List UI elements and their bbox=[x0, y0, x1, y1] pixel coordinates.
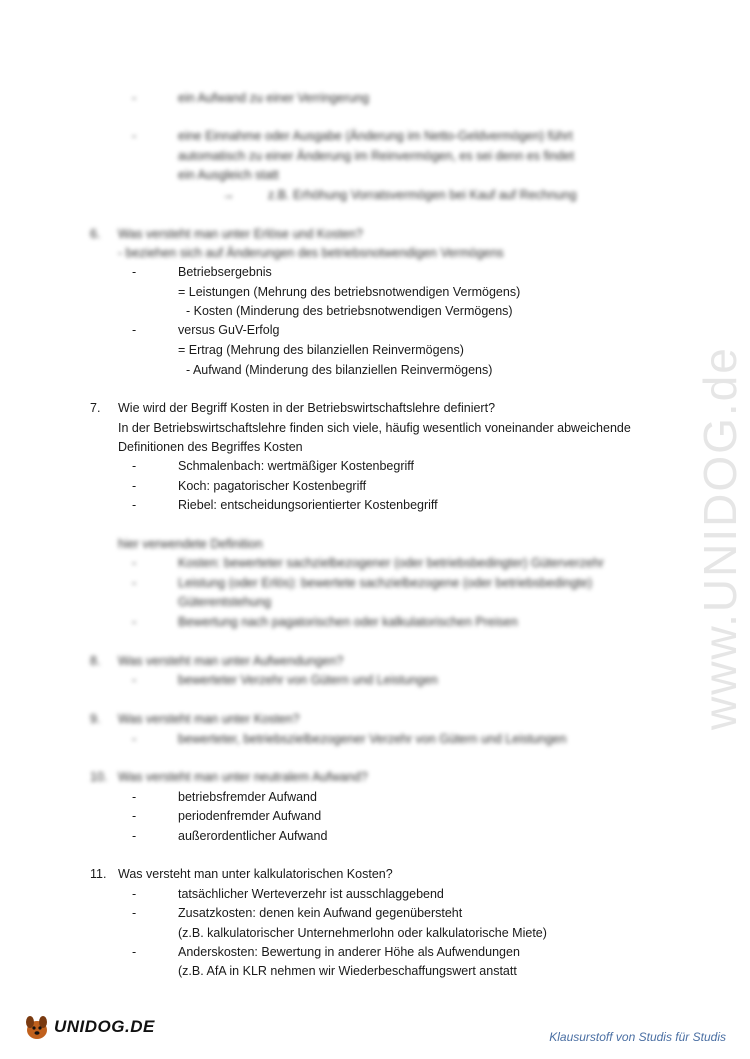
question-6: Was versteht man unter Erlöse und Kosten? bbox=[118, 227, 363, 241]
dash: - bbox=[132, 945, 137, 959]
question-number: 11. bbox=[90, 867, 107, 881]
text-line: Betriebsergebnis bbox=[178, 265, 272, 279]
dash: - bbox=[132, 887, 137, 901]
footer-tagline: Klausurstoff von Studis für Studis bbox=[549, 1030, 726, 1044]
dash: - bbox=[132, 323, 137, 337]
blur-line: ein Aufwand zu einer Verringerung bbox=[178, 91, 370, 105]
dash: - bbox=[132, 615, 137, 629]
text-line: = Leistungen (Mehrung des betriebsnotwendigen Vermögens) bbox=[178, 285, 521, 299]
list-item: Zusatzkosten: denen kein Aufwand gegenübersteht bbox=[178, 906, 463, 920]
text-line: Definitionen des Begriffes Kosten bbox=[118, 440, 303, 454]
list-item: periodenfremder Aufwand bbox=[178, 809, 322, 823]
blur-line: Bewertung nach pagatorischen oder kalkulatorischen Preisen bbox=[178, 615, 518, 629]
blur-line: Güterentstehung bbox=[178, 595, 272, 609]
question-number: 9. bbox=[90, 712, 101, 726]
dash: - bbox=[132, 129, 137, 143]
question-7: Wie wird der Begriff Kosten in der Betriebswirtschaftslehre definiert? bbox=[118, 401, 496, 415]
dash: - bbox=[132, 265, 137, 279]
list-item: außerordentlicher Aufwand bbox=[178, 829, 328, 843]
logo-text: UNIDOG.DE bbox=[54, 1017, 155, 1036]
question-number: 10. bbox=[90, 770, 108, 784]
dash: - bbox=[132, 576, 137, 590]
list-item: tatsächlicher Werteverzehr ist ausschlaggebend bbox=[178, 887, 444, 901]
arrow-icon: → bbox=[222, 188, 235, 202]
blur-line: - beziehen sich auf Änderungen des betriebsnotwendigen Vermögens bbox=[118, 246, 504, 260]
blur-line: Leistung (oder Erlös): bewertete sachzielbezogene (oder betriebsbedingte) bbox=[178, 576, 593, 590]
blur-line: bewerteter Verzehr von Gütern und Leistungen bbox=[178, 673, 438, 687]
text-line: In der Betriebswirtschaftslehre finden sich viele, häufig wesentlich voneinander abweichende bbox=[118, 421, 631, 435]
blur-line: Kosten: bewerteter sachzielbezogener (oder betriebsbedingter) Güterverzehr bbox=[178, 556, 604, 570]
text-line: - Kosten (Minderung des betriebsnotwendigen Vermögens) bbox=[186, 304, 513, 318]
dash: - bbox=[132, 556, 137, 570]
dash: - bbox=[132, 906, 137, 920]
list-item: Koch: pagatorischer Kostenbegriff bbox=[178, 479, 367, 493]
blur-line: hier verwendete Definition bbox=[118, 537, 263, 551]
list-item: Riebel: entscheidungsorientierter Kostenbegriff bbox=[178, 498, 438, 512]
question-8: Was versteht man unter Aufwendungen? bbox=[118, 654, 344, 668]
blur-line: bewerteter, betriebszielbezogener Verzehr von Gütern und Leistungen bbox=[178, 732, 567, 746]
blur-line: ein Ausgleich statt bbox=[178, 168, 279, 182]
dash: - bbox=[132, 829, 137, 843]
dash: - bbox=[132, 479, 137, 493]
text-line: - Aufwand (Minderung des bilanziellen Reinvermögens) bbox=[186, 363, 493, 377]
watermark: www.UNIDOG.de bbox=[694, 346, 746, 730]
text-line: versus GuV-Erfolg bbox=[178, 323, 280, 337]
blur-line: z.B. Erhöhung Vorratsvermögen bei Kauf auf Rechnung bbox=[268, 188, 577, 202]
dash: - bbox=[132, 732, 137, 746]
dash: - bbox=[132, 459, 137, 473]
question-number: 8. bbox=[90, 654, 101, 668]
question-9: Was versteht man unter Kosten? bbox=[118, 712, 300, 726]
unidog-logo[interactable] bbox=[22, 1012, 155, 1042]
question-number: 6. bbox=[90, 227, 101, 241]
dash: - bbox=[132, 498, 137, 512]
list-item: betriebsfremder Aufwand bbox=[178, 790, 317, 804]
dash: - bbox=[132, 809, 137, 823]
question-number: 7. bbox=[90, 401, 101, 415]
list-item: Anderskosten: Bewertung in anderer Höhe als Aufwendungen bbox=[178, 945, 520, 959]
dash: - bbox=[132, 673, 137, 687]
blur-line: eine Einnahme oder Ausgabe (Änderung im Netto-Geldvermögen) führt bbox=[178, 129, 573, 143]
text-line: = Ertrag (Mehrung des bilanziellen Reinvermögens) bbox=[178, 343, 464, 357]
dog-icon bbox=[22, 1012, 52, 1042]
text-line: (z.B. kalkulatorischer Unternehmerlohn oder kalkulatorische Miete) bbox=[178, 926, 547, 940]
text-line: (z.B. AfA in KLR nehmen wir Wiederbeschaffungswert anstatt bbox=[178, 964, 517, 978]
list-item: Schmalenbach: wertmäßiger Kostenbegriff bbox=[178, 459, 414, 473]
dash: - bbox=[132, 790, 137, 804]
question-10: Was versteht man unter neutralem Aufwand? bbox=[118, 770, 368, 784]
blur-line: automatisch zu einer Änderung im Reinvermögen, es sei denn es findet bbox=[178, 149, 575, 163]
dash: - bbox=[132, 91, 137, 105]
question-11: Was versteht man unter kalkulatorischen Kosten? bbox=[118, 867, 393, 881]
